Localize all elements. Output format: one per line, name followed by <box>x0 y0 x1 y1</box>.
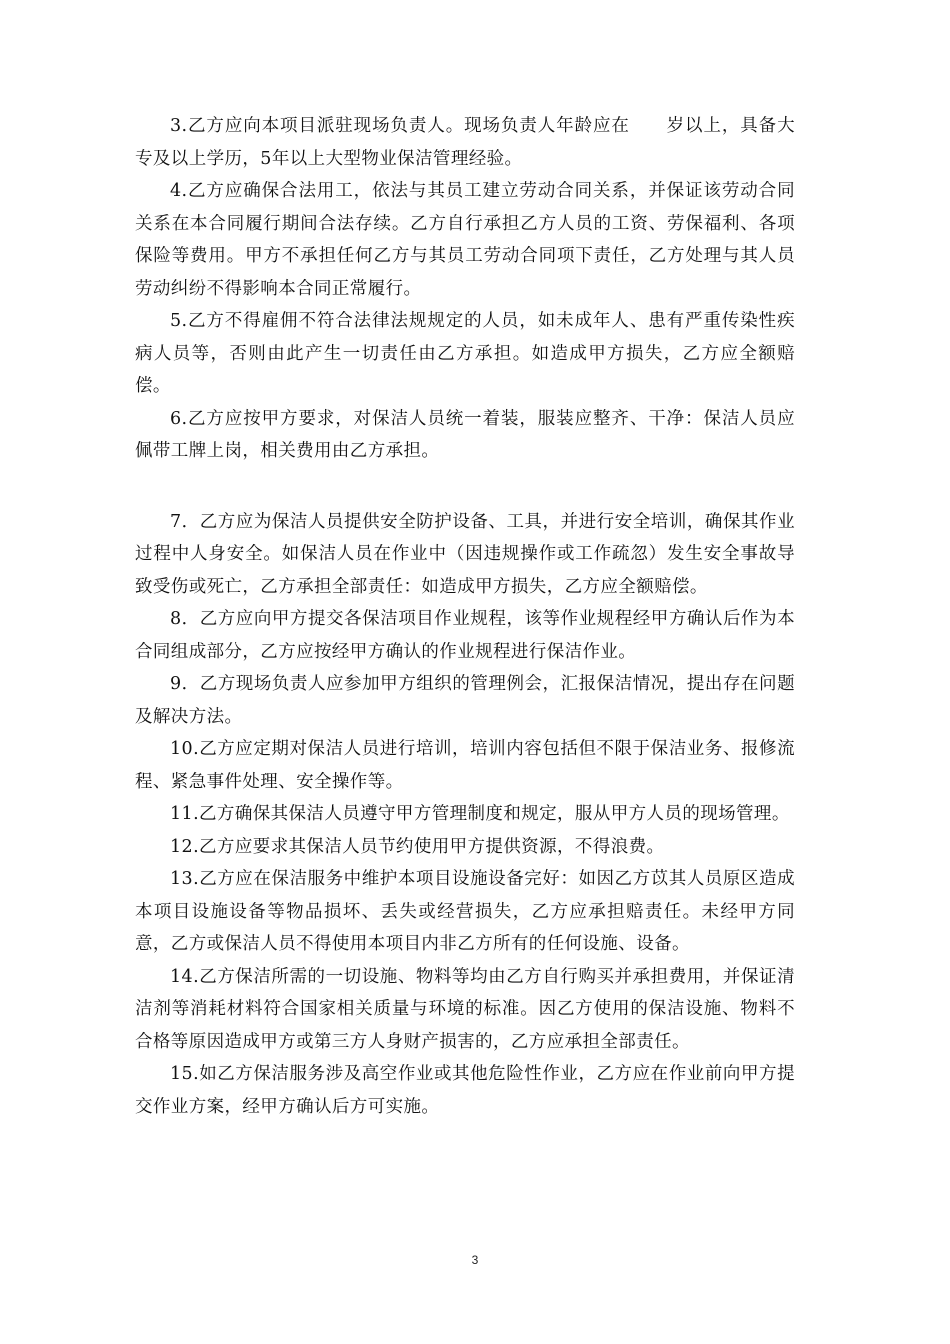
contract-body <box>135 110 795 1123</box>
clause-7: 7．乙方应为保洁人员提供安全防护设备、工具，并进行安全培训，确保其作业过程中人身安全。如保洁人员在作业中（因违规操作或工作疏忽）发生安全事故导致受伤或死亡，乙方承担全部责任：如造成甲方损失，乙方应全额赔偿。 <box>135 511 795 597</box>
clause-12: 12.乙方应要求其保洁人员节约使用甲方提供资源，不得浪费。 <box>170 836 665 857</box>
page-number: 3 <box>471 1253 479 1267</box>
clause-6: 6.乙方应按甲方要求，对保洁人员统一着装，服装应整齐、干净：保洁人员应佩带工牌上岗，相关费用由乙方承担。 <box>135 408 795 461</box>
clause-14: 14.乙方保洁所需的一切设施、物料等均由乙方自行购买并承担费用，并保证清洁剂等消耗材料符合国家相关质量与环境的标准。因乙方使用的保洁设施、物料不合格等原因造成甲方或第三方人身财产损害的，乙方应承担全部责任。 <box>135 966 795 1052</box>
clause-8: 8．乙方应向甲方提交各保洁项目作业规程，该等作业规程经甲方确认后作为本合同组成部分，乙方应按经甲方确认的作业规程进行保洁作业。 <box>135 609 795 662</box>
clause-5: 5.乙方不得雇佣不符合法律法规规定的人员，如未成年人、患有严重传染性疾病人员等，否则由此产生一切责任由乙方承担。如造成甲方损失，乙方应全额赔偿。 <box>135 311 795 396</box>
clause-4: 4.乙方应确保合法用工，依法与其员工建立劳动合同关系，并保证该劳动合同关系在本合同履行期间合法存续。乙方自行承担乙方人员的工资、劳保福利、各项保险等费用。甲方不承担任何乙方与其员工劳动合同项下责任，乙方处理与其人员劳动纠纷不得影响本合同正常履行。 <box>135 181 795 299</box>
clause-11: 11.乙方确保其保洁人员遵守甲方管理制度和规定，服从甲方人员的现场管理。 <box>170 804 790 824</box>
clause-15: 15.如乙方保洁服务涉及高空作业或其他危险性作业，乙方应在作业前向甲方提交作业方案，经甲方确认后方可实施。 <box>135 1064 795 1117</box>
clause-13: 13.乙方应在保洁服务中维护本项目设施设备完好：如因乙方苡其人员原区造成本项目设施设备等物品损坏、丢失或经营损失，乙方应承担赔责任。未经甲方同意，乙方或保洁人员不得使用本项目内非乙方所有的任何设施、设备。 <box>135 869 795 954</box>
clause-3: 3.乙方应向本项目派驻现场负责人。现场负责人年龄应在 岁以上，具备大专及以上学历，5年以上大型物业保洁管理经验。 <box>135 116 795 169</box>
clause-9: 9．乙方现场负责人应参加甲方组织的管理例会，汇报保洁情况，提出存在问题及解决方法。 <box>135 674 795 727</box>
clause-10: 10.乙方应定期对保洁人员进行培训，培训内容包括但不限于保洁业务、报修流程、紧急事件处理、安全操作等。 <box>135 739 795 792</box>
